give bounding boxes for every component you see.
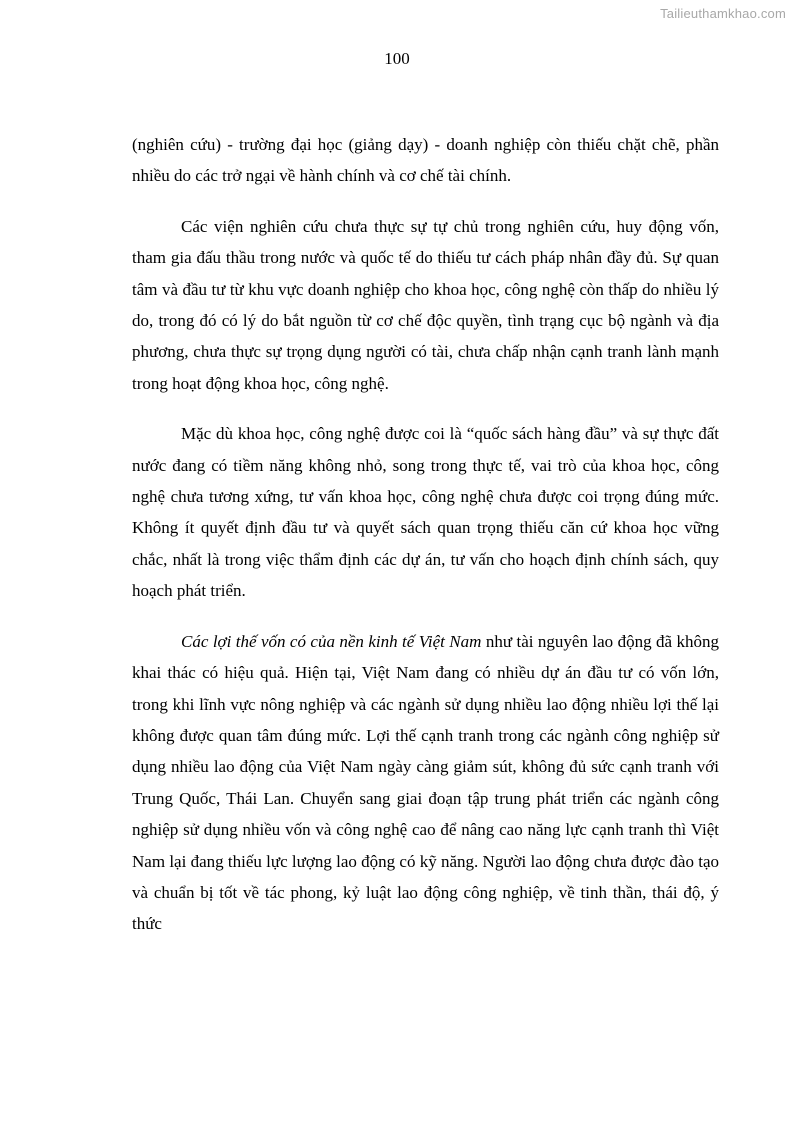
paragraph-4-text: như tài nguyên lao động đã không khai thác có hiệu quả. Hiện tại, Việt Nam đang có nhiều dự án đầu tư có vốn lớn, trong khi lĩnh vực nông nghiệp và các ngành sử dụng nhiều lao động nhiều lợi thế lại không được quan tâm đúng mức. Lợi thế cạnh tranh trong các ngành công nghiệp sử dụng nhiều lao động của Việt Nam ngày càng giảm sút, không đủ sức cạnh tranh với Trung Quốc, Thái Lan. Chuyển sang giai đoạn tập trung phát triển các ngành công nghiệp sử dụng nhiều vốn và công nghệ cao để nâng cao năng lực cạnh tranh thì Việt Nam lại đang thiếu lực lượng lao động có kỹ năng. Người lao động chưa được đào tạo và chuẩn bị tốt về tác phong, kỷ luật lao động công nghiệp, về tinh thần, thái độ, ý thức (132, 631, 719, 934)
watermark: Tailieuthamkhao.com (660, 6, 786, 21)
page-number: 100 (384, 49, 410, 68)
paragraph-1: (nghiên cứu) - trường đại học (giảng dạy) - doanh nghiệp còn thiếu chặt chẽ, phần nhiều do các trở ngại về hành chính và cơ chế tài chính. (132, 135, 719, 186)
paragraph-2: Các viện nghiên cứu chưa thực sự tự chủ trong nghiên cứu, huy động vốn, tham gia đấu thầu trong nước và quốc tế do thiếu tư cách pháp nhân đầy đủ. Sự quan tâm và đầu tư từ khu vực doanh nghiệp cho khoa học, công nghệ còn thấp do nhiều lý do, trong đó có lý do bắt nguồn từ cơ chế độc quyền, tình trạng cục bộ ngành và địa phương, chưa thực sự trọng dụng người có tài, chưa chấp nhận cạnh tranh lành mạnh trong hoạt động khoa học, công nghệ. (132, 216, 719, 393)
paragraph-4 (132, 626, 719, 940)
document-body (132, 129, 719, 940)
paragraph-4-italic-lead: Các lợi thế vốn có của nền kinh tế Việt Nam (181, 631, 482, 651)
paragraph-3: Mặc dù khoa học, công nghệ được coi là “quốc sách hàng đầu” và sự thực đất nước đang có tiềm năng không nhỏ, song trong thực tế, vai trò của khoa học, công nghệ chưa tương xứng, tư vấn khoa học, công nghệ chưa được coi trọng đúng mức. Không ít quyết định đầu tư và quyết sách quan trọng thiếu căn cứ khoa học vững chắc, nhất là trong việc thẩm định các dự án, tư vấn cho hoạch định chính sách, quy hoạch phát triển. (132, 424, 719, 601)
